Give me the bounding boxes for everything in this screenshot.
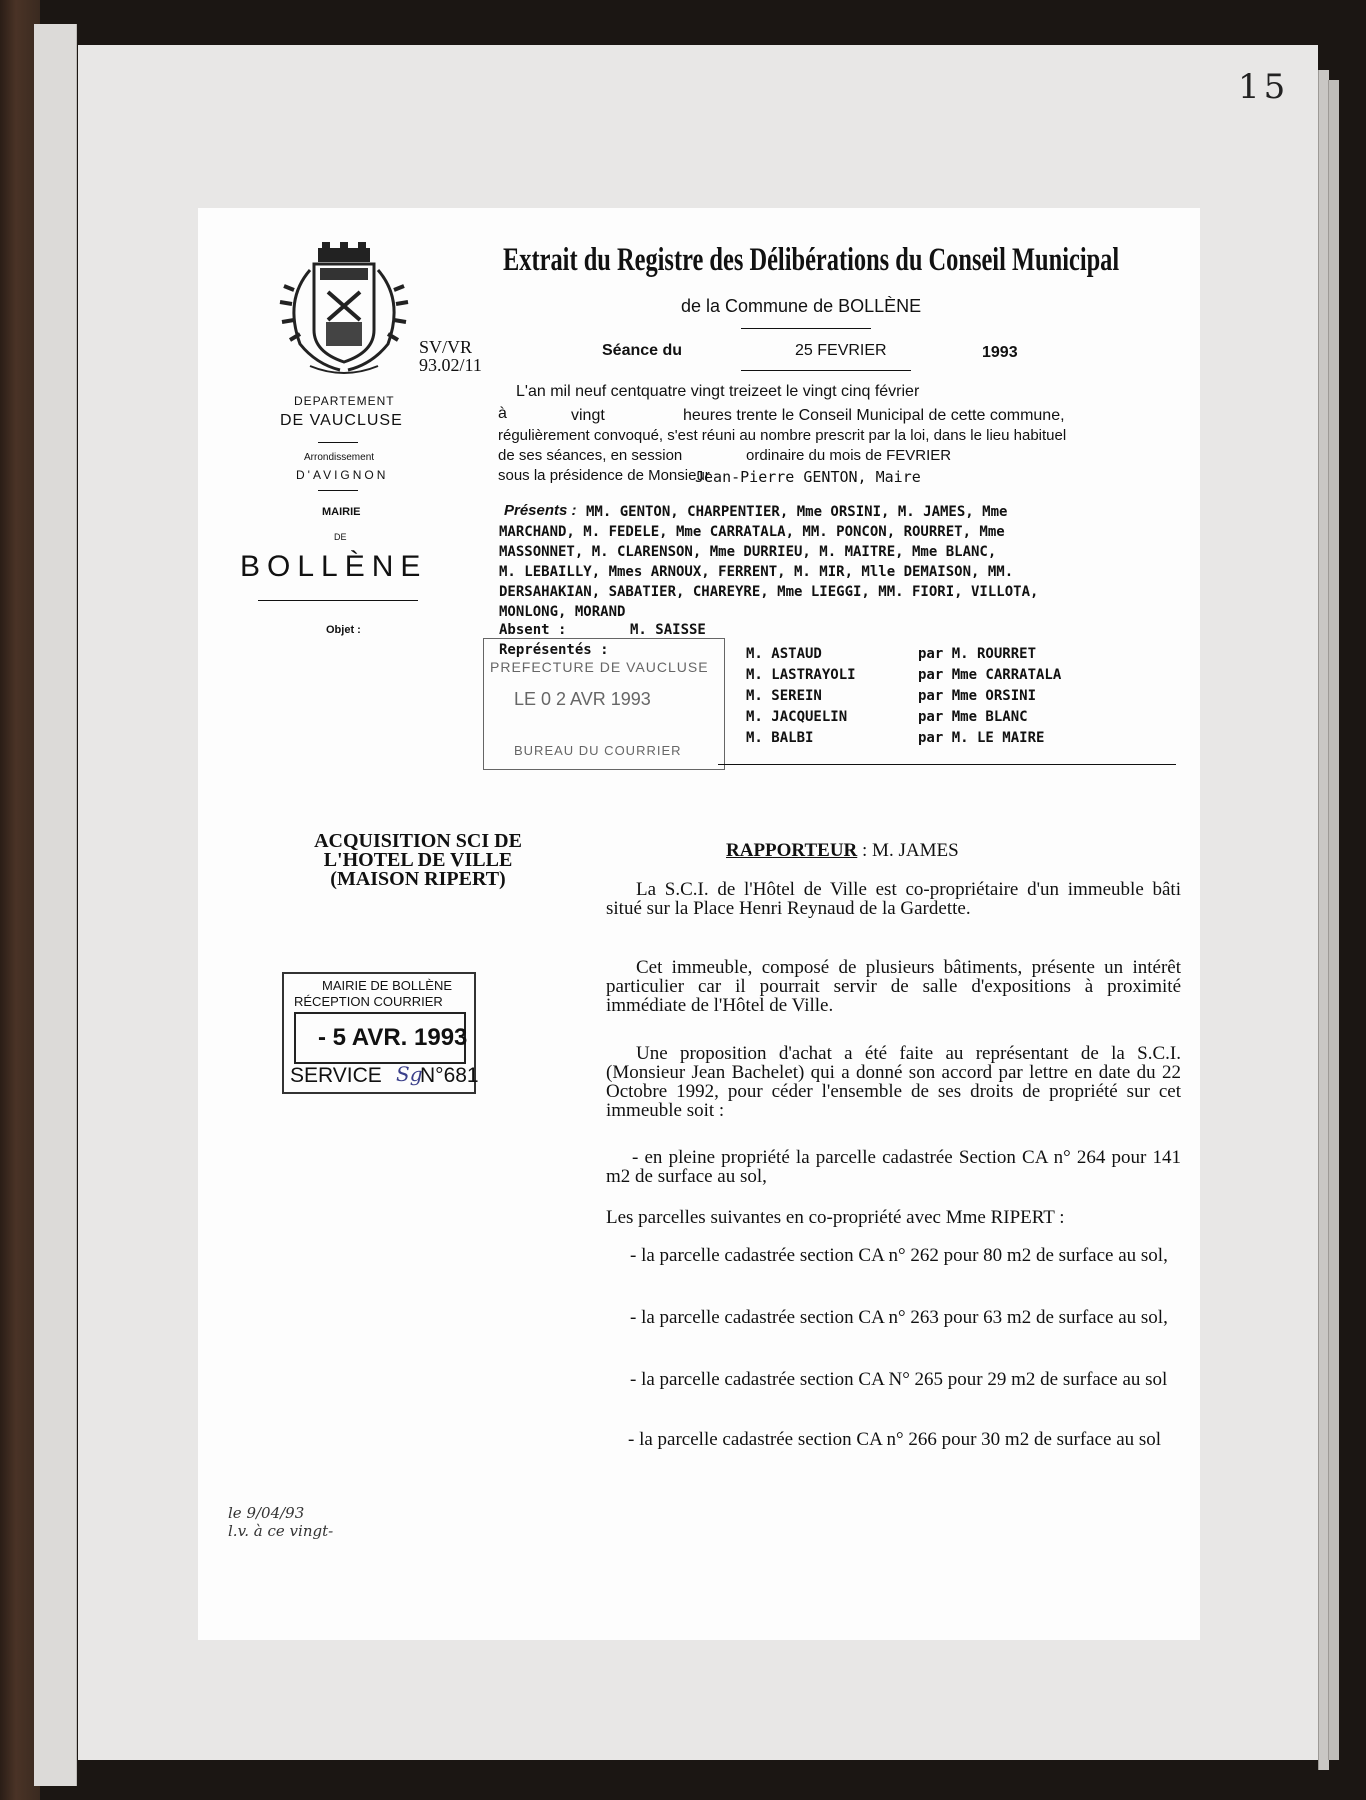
seance-rule [741, 370, 911, 371]
session-line: à [498, 405, 507, 422]
subject-line: ACQUISITION SCI DE [314, 830, 522, 852]
represented-name: M. LASTRAYOLI [746, 667, 856, 683]
paragraph: La S.C.I. de l'Hôtel de Ville est co-propriétaire d'un immeuble bâti situé sur la Place Henri Reynaud de la Gardette. [606, 879, 1181, 919]
divider [318, 490, 358, 491]
document-title: Extrait du Registre des Délibérations du Conseil Municipal [503, 242, 1120, 278]
representes-names [746, 644, 856, 749]
paragraph: - en pleine propriété la parcelle cadastrée Section CA n° 264 pour 141 m2 de surface au sol, [606, 1147, 1181, 1187]
session-line: heures trente le Conseil Municipal de cette commune, [683, 407, 1065, 424]
handwritten-line: l.v. à ce vingt- [228, 1522, 334, 1540]
stamp-line: BUREAU DU COURRIER [514, 743, 682, 758]
session-line: vingt [571, 407, 605, 424]
stamp-line: PREFECTURE DE VAUCLUSE [490, 659, 709, 675]
stamp-service: SERVICE [290, 1064, 382, 1087]
presents-line: MARCHAND, M. FEDELE, Mme CARRATALA, MM. PONCON, ROURRET, Mme [499, 524, 1005, 540]
paragraph: - la parcelle cadastrée section CA n° 262 pour 80 m2 de surface au sol, [630, 1245, 1168, 1266]
reference-line: SV/VR [419, 337, 473, 357]
session-line: régulièrement convoqué, s'est réuni au nombre prescrit par la loi, dans le lieu habituel [498, 427, 1067, 444]
page-stack-edge [1328, 80, 1339, 1760]
subject-line: L'HOTEL DE VILLE [323, 849, 513, 871]
seance-date: 25 FEVRIER [795, 342, 887, 359]
rapporteur-value: : M. JAMES [862, 840, 959, 861]
reference-line: 93.02/11 [419, 355, 482, 375]
paragraph: Cet immeuble, composé de plusieurs bâtiments, présente un intérêt particulier car il pourrait servir de salle d'expositions à proximité immédiate de l'Hôtel de Ville. [606, 957, 1181, 1016]
subject-line: (MAISON RIPERT) [330, 868, 506, 890]
paragraph: Une proposition d'achat a été faite au représentant de la S.C.I. (Monsieur Jean Bachelet) qui a donné son accord par lettre en date du 22 Octobre 1992, pour céder l'ensemble de ses droits de propriété sur cet immeuble soit : [606, 1043, 1181, 1121]
presents-line: M. LEBAILLY, Mmes ARNOUX, FERRENT, M. MIR, Mlle DEMAISON, MM. [499, 564, 1014, 580]
mairie-reception-stamp [282, 972, 479, 1094]
stamp-date: - 5 AVR. 1993 [318, 1024, 468, 1051]
rapporteur [726, 840, 959, 862]
stamp-date: LE 0 2 AVR 1993 [514, 689, 651, 709]
represented-name: M. SEREIN [746, 688, 822, 704]
title-rule [741, 328, 871, 329]
proxy-name: par Mme ORSINI [918, 688, 1037, 704]
presents-line: MM. GENTON, CHARPENTIER, Mme ORSINI, M. JAMES, Mme [586, 504, 1008, 520]
document-subtitle: de la Commune de BOLLÈNE [681, 296, 922, 316]
arrondissement: D'AVIGNON [296, 468, 389, 482]
stamp-line: MAIRIE DE BOLLÈNE [322, 978, 453, 993]
paragraph: Les parcelles suivantes en co-propriété avec Mme RIPERT : [606, 1207, 1065, 1228]
session-line: Jean-Pierre GENTON, Maire [695, 468, 921, 486]
handwritten-note [228, 1504, 333, 1540]
representes-proxies [918, 644, 1061, 749]
stamp-date-box [294, 1012, 466, 1064]
paragraph: - la parcelle cadastrée section CA N° 265 pour 29 m2 de surface au sol [630, 1369, 1168, 1390]
absent-label: Absent : [499, 622, 567, 638]
seance-label: Séance du [602, 342, 683, 359]
deliberation-document [198, 208, 1200, 1640]
stamp-service-code: Sg [396, 1062, 423, 1086]
seance-year: 1993 [982, 344, 1018, 361]
handwritten-line: le 9/04/93 [228, 1504, 305, 1522]
represented-name: M. ASTAUD [746, 646, 822, 662]
divider [318, 442, 358, 443]
departement-label: DEPARTEMENT [294, 394, 395, 408]
proxy-name: par Mme BLANC [918, 709, 1028, 725]
stamp-number: N°681 [420, 1064, 479, 1087]
presents-line: MASSONNET, M. CLARENSON, Mme DURRIEU, M. MAITRE, Mme BLANC, [499, 544, 997, 560]
proxy-name: par M. LE MAIRE [918, 730, 1045, 746]
header-bottom-rule [718, 764, 1176, 765]
presents-label: Présents : [504, 502, 577, 519]
commune-name: BOLLÈNE [240, 550, 428, 583]
reference-code [419, 338, 482, 374]
objet-label: Objet : [326, 624, 361, 636]
mairie-label: MAIRIE [322, 506, 361, 518]
subject [298, 832, 538, 889]
absent-names: M. SAISSE [630, 622, 706, 638]
prefecture-stamp [483, 638, 725, 770]
represented-name: M. JACQUELIN [746, 709, 848, 725]
represented-name: M. BALBI [746, 730, 814, 746]
proxy-name: par Mme CARRATALA [918, 667, 1062, 683]
representes-label: Représentés : [499, 642, 609, 658]
session-line: sous la présidence de Monsieur [498, 467, 710, 484]
departement: DE VAUCLUSE [280, 412, 403, 429]
paragraph: - la parcelle cadastrée section CA n° 266 pour 30 m2 de surface au sol [628, 1429, 1162, 1450]
rapporteur-label: RAPPORTEUR [726, 840, 858, 861]
left-page-edge [34, 24, 77, 1786]
session-line: ordinaire du mois de FEVRIER [746, 447, 952, 464]
session-line: L'an mil neuf centquatre vingt treizeet le vingt cinq février [516, 383, 920, 400]
presents-line: DERSAHAKIAN, SABATIER, CHAREYRE, Mme LIEGGI, MM. FIORI, VILLOTA, [499, 584, 1039, 600]
presents-line: MONLONG, MORAND [499, 604, 626, 620]
session-line: de ses séances, en session [498, 447, 683, 464]
paragraph: - la parcelle cadastrée section CA n° 263 pour 63 m2 de surface au sol, [630, 1307, 1168, 1328]
proxy-name: par M. ROURRET [918, 646, 1037, 662]
page-number: 15 [1238, 67, 1290, 107]
de-label: DE [334, 532, 347, 542]
commune-rule [258, 600, 418, 601]
arrondissement-label: Arrondissement [304, 452, 375, 463]
coat-of-arms-icon [270, 240, 420, 380]
stamp-line: RÉCEPTION COURRIER [294, 994, 443, 1009]
